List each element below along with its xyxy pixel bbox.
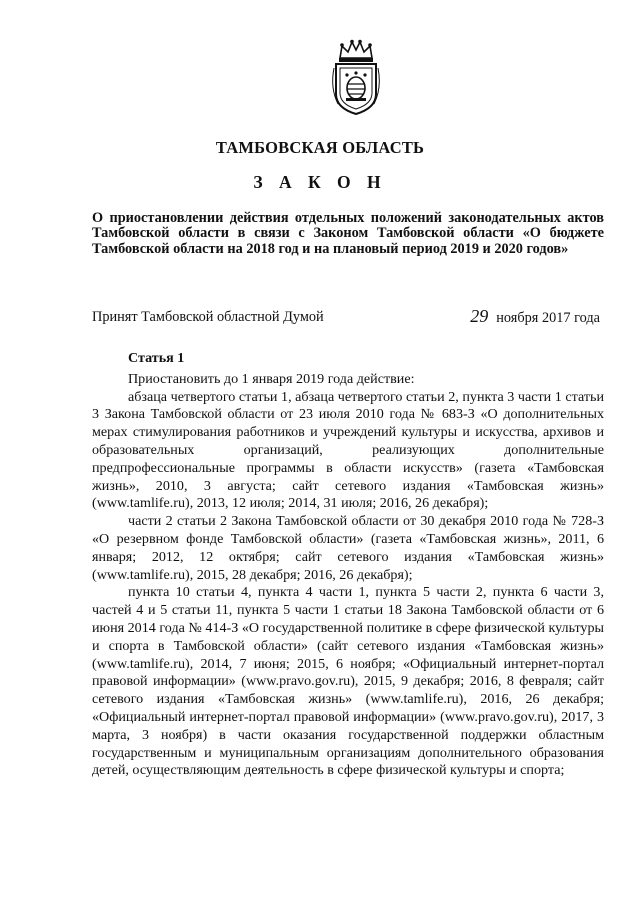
article-item: абзаца четвертого статьи 1, абзаца четвертого статьи 2, пункта 3 части 1 статьи 3 Закона Тамбовской области от 23 июля 2010 года № 683-З «О дополнительных мерах стимулирования работников и учреждений культуры и искусства, архивов и образовательных организаций, реализующих дополнительные предпрофессиональные программы в области искусств» (газета «Тамбовская жизнь», 2010, 3 августа; сайт сетевого издания «Тамбовская жизнь» (www.tamlife.ru), 2013, 12 июля; 2014, 31 июля; 2016, 26 декабря);	[92, 388, 604, 512]
adoption-date	[470, 306, 600, 327]
adoption-label: Принят Тамбовской областной Думой	[92, 309, 324, 325]
article-intro: Приостановить до 1 января 2019 года действие:	[128, 370, 415, 387]
document-type: З А К О Н	[253, 172, 387, 192]
article-heading: Статья 1	[128, 350, 185, 366]
article-item: пункта 10 статьи 4, пункта 4 части 1, пункта 5 части 2, пункта 6 части 3, частей 4 и 5 статьи 11, пункта 5 части 1 статьи 18 Закона Тамбовской области от 6 июня 2014 года № 414-З «О государственной политике в сфере физической культуры и спорта в Тамбовской области» (сайт сетевого издания «Тамбовская жизнь» (www.tamlife.ru), 2014, 7 июня; 2015, 6 ноября; «Официальный интернет-портал правовой информации» (www.pravo.gov.ru), 2015, 9 декабря; 2016, 8 февраля; сайт сетевого издания «Тамбовская жизнь» (www.tamlife.ru), 2016, 26 декабря; «Официальный интернет-портал правовой информации» (www.pravo.gov.ru), 2017, 3 марта, 3 ноября) в части оказания государственной поддержки областным государственным и муниципальным организациям дополнительного образования детей, осуществляющим деятельность в сфере физической культуры и спорта;	[92, 584, 604, 779]
article-item: части 2 статьи 2 Закона Тамбовской области от 30 декабря 2010 года № 728-З «О резервном фонде Тамбовской области» (газета «Тамбовская жизнь», 2011, 6 января; 2012, 12 октября; сайт сетевого издания «Тамбовская жизнь» (www.tamlife.ru), 2015, 28 декабря; 2016, 26 декабря);	[92, 513, 604, 583]
article-1	[92, 350, 604, 780]
law-title: О приостановлении действия отдельных положений законодательных актов Тамбовской области в связи с Законом Тамбовской области «О бюджете Тамбовской области на 2018 год и на плановый период 2019 и 2020 годов»	[92, 210, 604, 257]
region-name: ТАМБОВСКАЯ ОБЛАСТЬ	[215, 138, 425, 157]
adoption-day: 29	[470, 306, 489, 326]
adoption-month-year: ноября 2017 года	[496, 310, 600, 326]
tambov-coat-of-arms-icon	[328, 38, 384, 118]
